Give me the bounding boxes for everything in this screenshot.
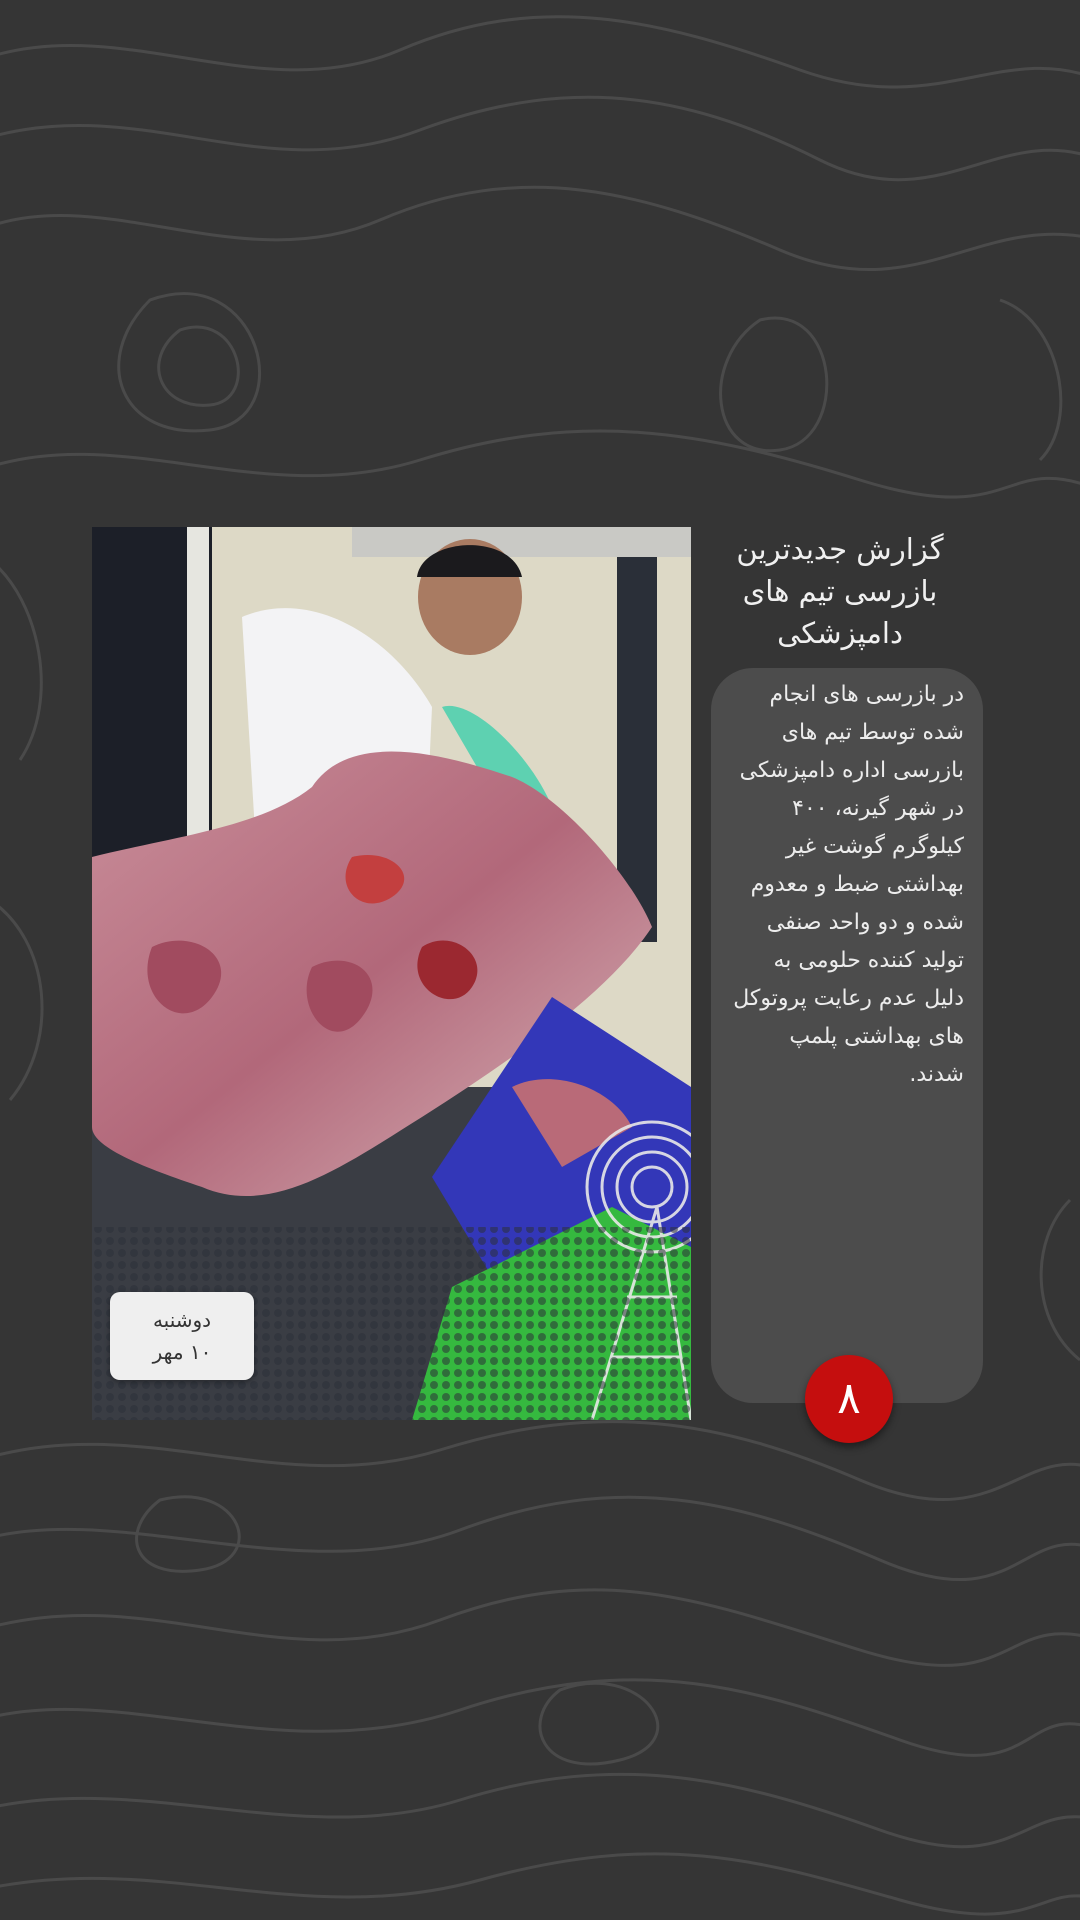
date-day: دوشنبه <box>152 1308 212 1332</box>
post-title: گزارش جدیدترین بازرسی تیم های دامپزشکی <box>736 532 944 650</box>
page-number-badge: ۸ <box>805 1355 893 1443</box>
date-month: ۱۰ مهر <box>152 1340 212 1364</box>
post-body: در بازرسی های انجام شده توسط تیم های بازرسی اداره دامپزشکی در شهر گیرنه، ۴۰۰ کیلوگرم گوشت غیر بهداشتی ضبط و معدوم شده و دو واحد صنفی تولید کننده حلومی به دلیل عدم رعایت پروتوکل های بهداشتی پلمپ شدند. <box>733 682 964 1087</box>
date-badge <box>110 1292 254 1380</box>
news-photo <box>92 527 691 1420</box>
